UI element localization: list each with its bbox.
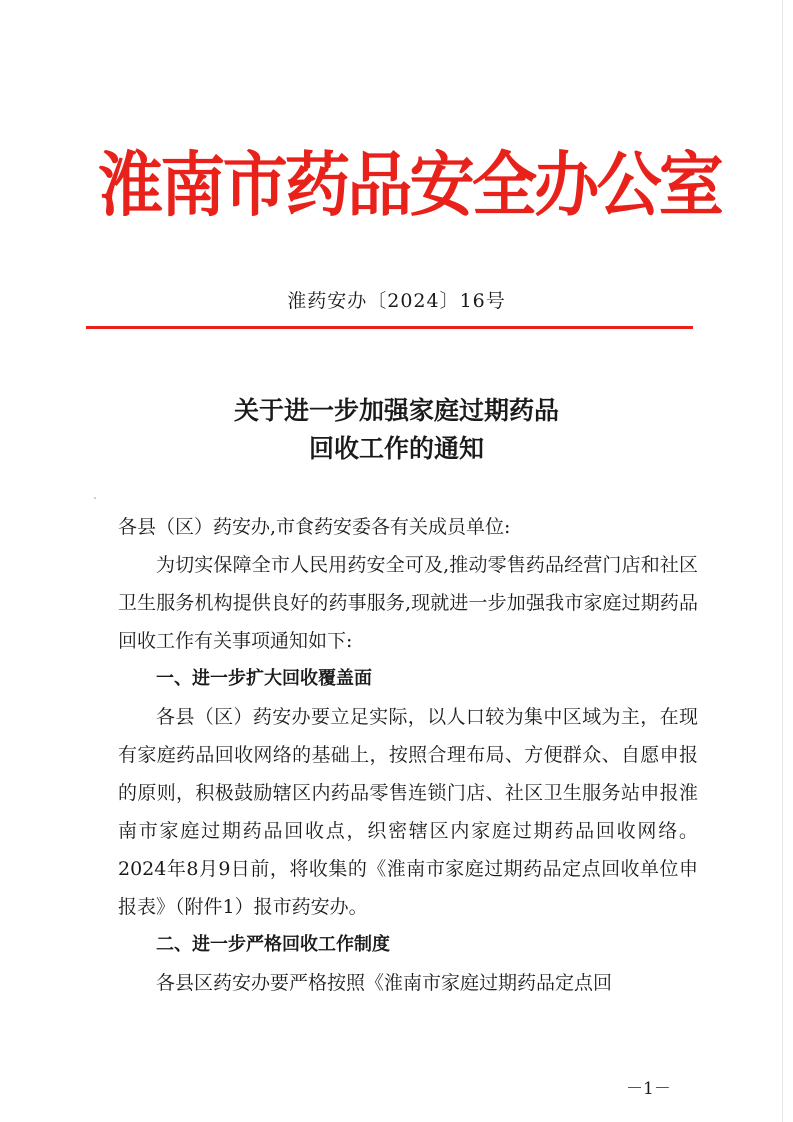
section-1-paragraph: 各县（区）药安办要立足实际，以人口较为集中区域为主，在现有家庭药品回收网络的基础上，按照合理布局、方便群众、自愿申报的原则，积极鼓励辖区内药品零售连锁门店、社区卫生服务站申报淮南市家庭过期药品回收点，织密辖区内家庭过期药品回收网络。2024年8月9日前，将收集的《淮南市家庭过期药品定点回收单位申报表》（附件1）报市药安办。	[118, 706, 698, 918]
document-title	[0, 392, 793, 468]
addressee-line: 各县（区）药安办,市食药安委各有关成员单位:	[118, 516, 511, 538]
scan-edge-line	[782, 0, 783, 1122]
document-number: 淮药安办〔2024〕16号	[287, 290, 506, 312]
page-number: －1－	[626, 1079, 671, 1099]
document-body	[118, 508, 698, 1002]
issuing-organization-header: 淮南市药品安全办公室	[98, 144, 722, 226]
red-divider-line	[86, 326, 693, 329]
title-line-2: 回收工作的通知	[308, 434, 484, 463]
section-1-heading: 一、进一步扩大回收覆盖面	[156, 668, 372, 689]
scan-speck	[94, 497, 96, 499]
title-line-1: 关于进一步加强家庭过期药品	[233, 396, 559, 425]
section-2-paragraph: 各县区药安办要严格按照《淮南市家庭过期药品定点回	[156, 972, 613, 994]
section-2-heading: 二、进一步严格回收工作制度	[156, 934, 390, 955]
intro-paragraph: 为切实保障全市人民用药安全可及,推动零售药品经营门店和社区卫生服务机构提供良好的药事服务,现就进一步加强我市家庭过期药品回收工作有关事项通知如下:	[118, 554, 698, 652]
